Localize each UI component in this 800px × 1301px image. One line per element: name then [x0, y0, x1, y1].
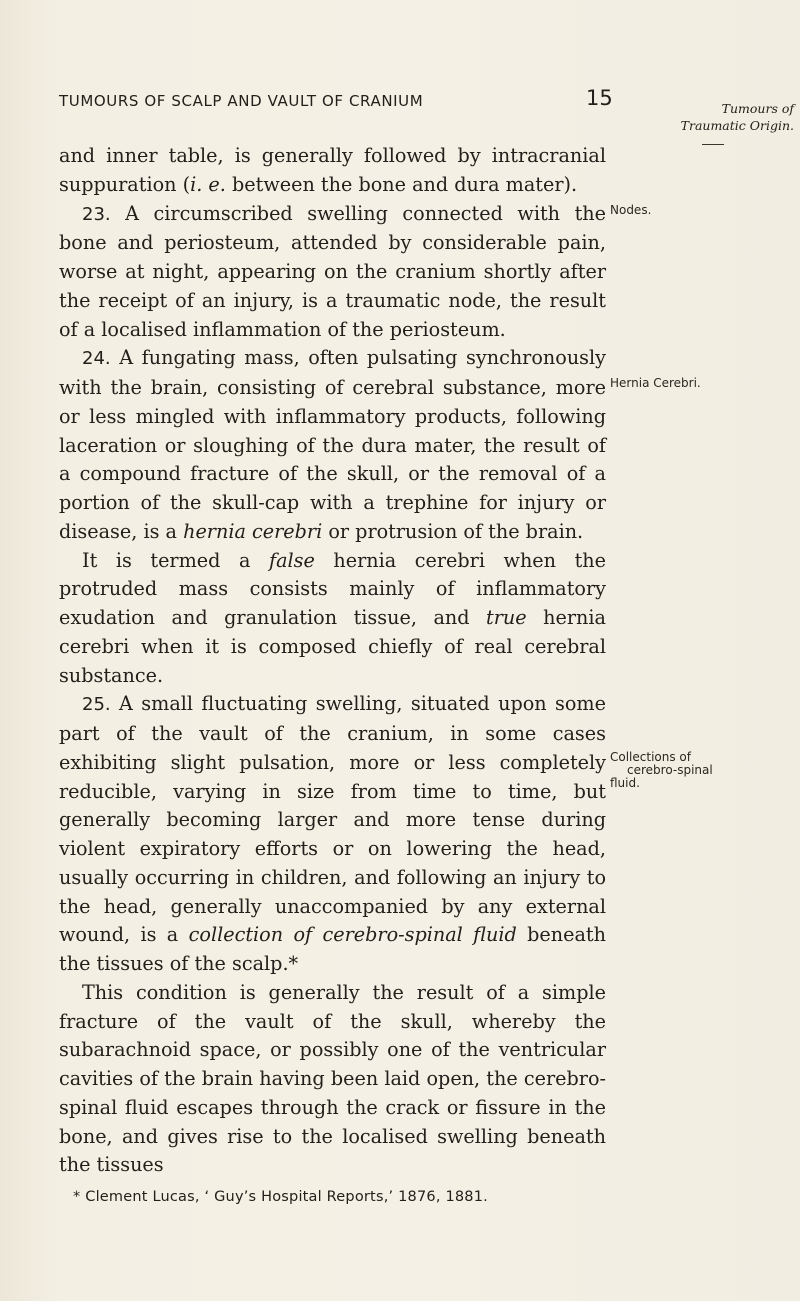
- paragraph-text: and inner table, is generally followed by intracranial suppuration (: [59, 144, 606, 196]
- emphasis-text: true: [486, 606, 527, 629]
- margin-note-hernia-cerebri: Hernia Cerebri.: [610, 376, 701, 390]
- side-heading-line-1: Tumours of: [721, 101, 794, 116]
- paragraph-number: 25.: [82, 694, 111, 716]
- emphasis-text: i. e.: [190, 172, 226, 196]
- paragraph-text: A circumscribed swelling connected with the bone and periosteum, attended by considerable pain, worse at night, appearing on the cranium shortly after the receipt of an injury, is a traumatic node, the result of a localised inflammation of the periosteum.: [59, 201, 606, 341]
- margin-note-nodes: Nodes.: [610, 203, 652, 217]
- running-head: TUMOURS OF SCALP AND VAULT OF CRANIUM: [59, 92, 424, 110]
- side-heading-rule: [702, 144, 724, 145]
- margin-note-line-1: Collections of: [610, 750, 691, 764]
- body-text: [59, 142, 606, 1180]
- paragraph-text: A small fluctuating swelling, situated upon some part of the vault of the cranium, in some cases exhibiting slight pulsation, more or less completely reducible, varying in size from time to time, but generally becoming larger and more tense during violent expiratory efforts or on lowering the head, usually occurring in children, and following an injury to the head, generally unaccompanied by any external wound, is a: [59, 692, 606, 947]
- paragraph-23: [59, 200, 606, 345]
- page-number: 15: [586, 86, 613, 110]
- side-heading: [618, 100, 794, 134]
- paragraph-number: 24.: [82, 348, 111, 370]
- paragraph-text: between the bone and dura mater).: [225, 172, 578, 196]
- paragraph-text: It is termed a: [82, 548, 269, 572]
- footnote: * Clement Lucas, ‘ Guy’s Hospital Reports,’ 1876, 1881.: [73, 1189, 488, 1205]
- paragraph-text: This condition is generally the result of a simple fracture of the vault of the skull, whereby the subarachnoid space, or possibly one of the ventricular cavities of the brain having been laid open, the cerebro-spinal fluid escapes through the crack or fissure in the bone, and gives rise to the localised swelling beneath the tissues: [59, 980, 606, 1177]
- emphasis-text: collection of cerebro-spinal fluid: [188, 923, 517, 947]
- paragraph-text: or protrusion of the brain.: [322, 519, 584, 543]
- margin-note-line-3: fluid.: [610, 776, 640, 790]
- paragraph-condition: [59, 979, 606, 1180]
- paragraph-text: beneath the tissues of the scalp.*: [59, 923, 607, 975]
- paragraph-text: A fungating mass, often pulsating synchronously with the brain, consisting of cerebral substance, more or less mingled with inflammatory products, following laceration or sloughing of the dura mater, the result of a compound fracture of the skull, or the removal of a portion of the skull-cap with a trephine for injury or disease, is a: [59, 346, 606, 543]
- side-heading-line-2: Traumatic Origin.: [680, 118, 794, 133]
- paragraph-hernia-types: [59, 547, 606, 691]
- emphasis-text: false: [268, 548, 315, 572]
- margin-note-line-2: cerebro-spinal: [627, 763, 713, 777]
- paragraph-continuation: [59, 142, 606, 200]
- paragraph-24: [59, 344, 606, 546]
- paragraph-25: [59, 690, 606, 979]
- margin-note-collections: [610, 751, 713, 790]
- paragraph-text: hernia cerebri when the protruded mass consists mainly of inflammatory exudation and granulation tissue, and: [59, 548, 606, 629]
- paragraph-text: hernia cerebri when it is composed chiefly of real cerebral substance.: [59, 606, 606, 687]
- paragraph-number: 23.: [82, 203, 111, 225]
- emphasis-text: hernia cerebri: [183, 519, 323, 543]
